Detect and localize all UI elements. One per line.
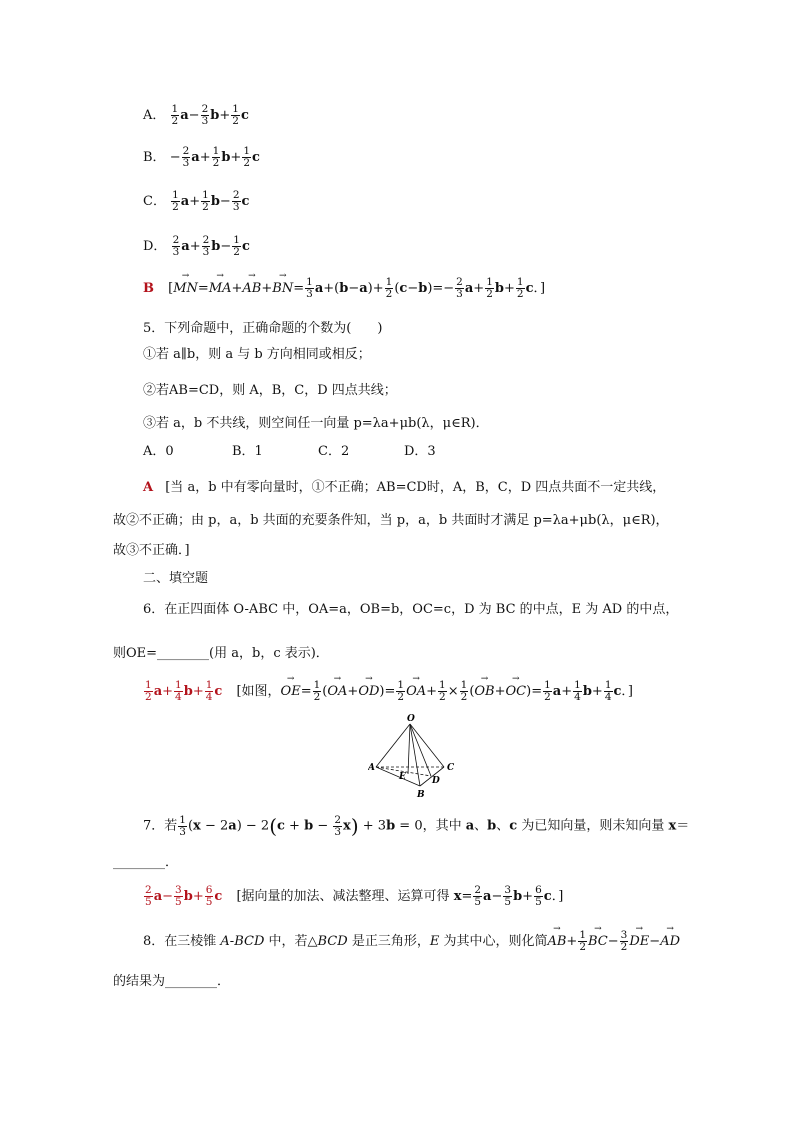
q5-item-2: ②若AB=CD，则 A，B，C，D 四点共线； <box>143 383 397 398</box>
label-b: B <box>417 790 425 800</box>
q5-answer: A [当 a，b 中有零向量时，①不正确；AB=CD时，A，B，C，D 四点共面不一定共线， <box>143 480 666 495</box>
q7-blank: ________． <box>113 855 179 870</box>
q5-option-b: B．1 <box>232 444 263 459</box>
q4-option-d: D． $\frac{2}{3}$ a+ $\frac{2}{3}$ b− $\frac{1}{2}$ c <box>143 234 250 258</box>
q4-option-c: C． $\frac{1}{2}$ a+ $\frac{1}{2}$ b− $\frac{2}{3}$ c <box>143 189 250 213</box>
q6-answer: $\frac{1}{2}$ a+ $\frac{1}{4}$ b+ $\frac{1}{4}$ c [如图，→ OE= $\frac{1}{2}$ (→ OA+→ OD)= $\frac{1}{2}$ → OA+ $\frac{1}{2}$ × $\frac{1}{2}$ (→ OB+→ OC)= $\frac{1}{2}$ a+ $\frac{1}{4}$ b+ $\frac{1}{4}$ c．] <box>143 680 633 703</box>
q5-item-1: ①若 a∥b，则 a 与 b 方向相同或相反； <box>143 347 371 362</box>
q6-stem-2: 则OE=________(用 a，b，c 表示)． <box>113 646 329 661</box>
label-o: O <box>407 714 415 724</box>
q7-stem: 7．若 $\frac{1}{3}$ (x − 2a) − 2(c + b − $\frac{2}{3}$ x) + 3b = 0，其中 a、b、c 为已知向量，则未知向量 x＝ <box>143 813 690 838</box>
q4-option-b: B． − $\frac{2}{3}$ a+ $\frac{1}{2}$ b+ $\frac{1}{2}$ c <box>143 145 260 169</box>
label-a: A <box>368 763 375 773</box>
label-c: C <box>447 763 455 773</box>
q4-answer-letter: B <box>143 281 154 296</box>
q8-stem-2: 的结果为________． <box>113 974 231 989</box>
q5-expl-3: 故③不正确．] <box>113 543 190 558</box>
q7-answer: $\frac{2}{5}$ a− $\frac{3}{5}$ b+ $\frac{6}{5}$ c [据向量的加法、减法整理、运算可得 x= $\frac{2}{5}$ a− $\frac{3}{5}$ b+ $\frac{6}{5}$ c．] <box>145 884 564 908</box>
q4-answer: B [→ MN=→ MA+→ AB+→ BN= $\frac{1}{3}$ a+(b−a)+ $\frac{1}{2}$ (c−b)=− $\frac{2}{3}$ a+ $\frac{1}{2}$ b+ $\frac{1}{2}$ c．] <box>143 277 545 300</box>
label-d: D <box>432 776 440 786</box>
q5-item-3: ③若 a，b 不共线，则空间任一向量 p=λa+μb(λ，μ∈R)． <box>143 416 489 431</box>
tetrahedron-figure <box>368 712 478 802</box>
q4-option-a: A． $\frac{1}{2}$ a− $\frac{2}{3}$ b+ $\frac{1}{2}$ c <box>143 103 249 127</box>
q8-stem: 8．在三棱锥 A-BCD 中，若△BCD 是正三角形，E 为其中心，则化简→ AB+ $\frac{1}{2}$ → BC− $\frac{3}{2}$ → DE−→ AD <box>143 930 680 953</box>
label-e: E <box>399 772 406 782</box>
q6-stem: 6．在正四面体 O-ABC 中，OA=a，OB=b，OC=c，D 为 BC 的中点，E 为 AD 的中点， <box>143 602 679 617</box>
q5-expl-2: 故②不正确；由 p，a，b 共面的充要条件知，当 p，a，b 共面时才满足 p=λa+μb(λ，μ∈R)， <box>113 513 669 528</box>
q5-stem: 5．下列命题中，正确命题的个数为( ) <box>143 321 383 336</box>
q5-option-a: A．0 <box>143 444 174 459</box>
q5-option-d: D．3 <box>404 444 436 459</box>
section-heading: 二、填空题 <box>143 571 209 586</box>
q5-option-c: C．2 <box>318 444 350 459</box>
